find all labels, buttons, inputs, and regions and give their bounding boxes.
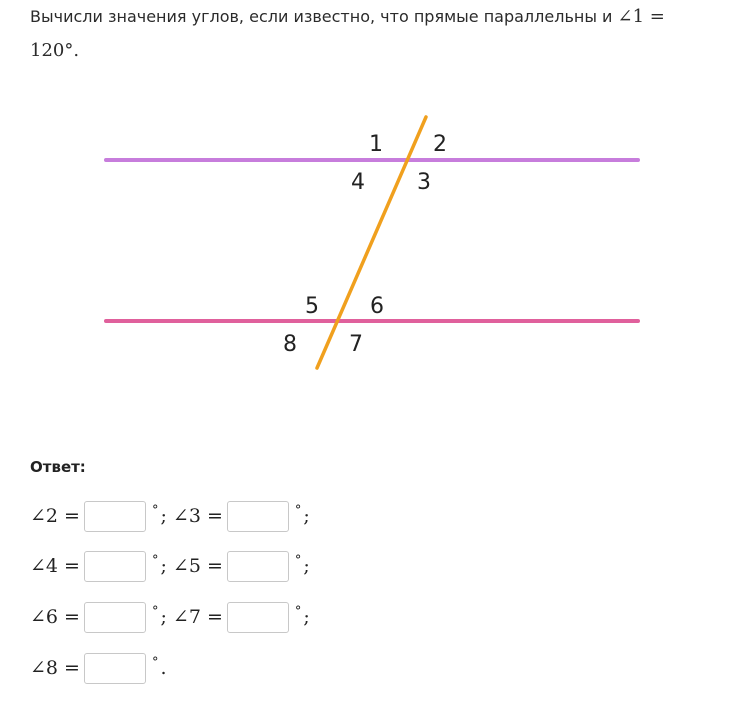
angle7-label: ; ∠7 =	[160, 606, 223, 628]
row-end: ;	[303, 606, 310, 628]
angle8-label: ∠8 =	[30, 657, 80, 679]
angle6-label: ∠6 =	[30, 606, 80, 628]
angle-label-5: 5	[305, 294, 319, 319]
angle7-input[interactable]	[227, 602, 289, 633]
row-end: ;	[303, 505, 310, 527]
degree-sign: °	[151, 603, 159, 619]
answer-title: Ответ:	[30, 458, 86, 476]
angle3-input[interactable]	[227, 501, 289, 532]
row-end: ;	[303, 555, 310, 577]
angle2-label: ∠2 =	[30, 505, 80, 527]
angle-label-3: 3	[417, 170, 431, 195]
angle-label-2: 2	[433, 132, 447, 157]
angle-label-1: 1	[369, 132, 383, 157]
angle5-input[interactable]	[227, 551, 289, 582]
degree-sign: °	[151, 552, 159, 568]
angle4-label: ∠4 =	[30, 555, 80, 577]
answer-row-3	[30, 600, 310, 634]
angle-label-8: 8	[283, 332, 297, 357]
angle3-label: ; ∠3 =	[160, 505, 223, 527]
answer-row-1	[30, 499, 310, 533]
angle2-input[interactable]	[84, 501, 146, 532]
angle-label-7: 7	[349, 332, 363, 357]
angle-label-4: 4	[351, 170, 365, 195]
degree-sign: °	[294, 502, 302, 518]
degree-sign: °	[294, 603, 302, 619]
angle1-value: 120°.	[30, 40, 80, 61]
angle6-input[interactable]	[84, 602, 146, 633]
degree-sign: °	[294, 552, 302, 568]
degree-sign: °	[151, 502, 159, 518]
answer-row-2	[30, 549, 310, 583]
angle8-input[interactable]	[84, 653, 146, 684]
angle4-input[interactable]	[84, 551, 146, 582]
question-sentence: Вычисли значения углов, если известно, что прямые параллельны и	[30, 7, 618, 26]
angle-label-6: 6	[370, 294, 384, 319]
angle5-label: ; ∠5 =	[160, 555, 223, 577]
angle1-expression: ∠1 =	[617, 6, 665, 27]
row-end: .	[160, 657, 167, 679]
answer-row-4	[30, 651, 167, 685]
degree-sign: °	[151, 654, 159, 670]
